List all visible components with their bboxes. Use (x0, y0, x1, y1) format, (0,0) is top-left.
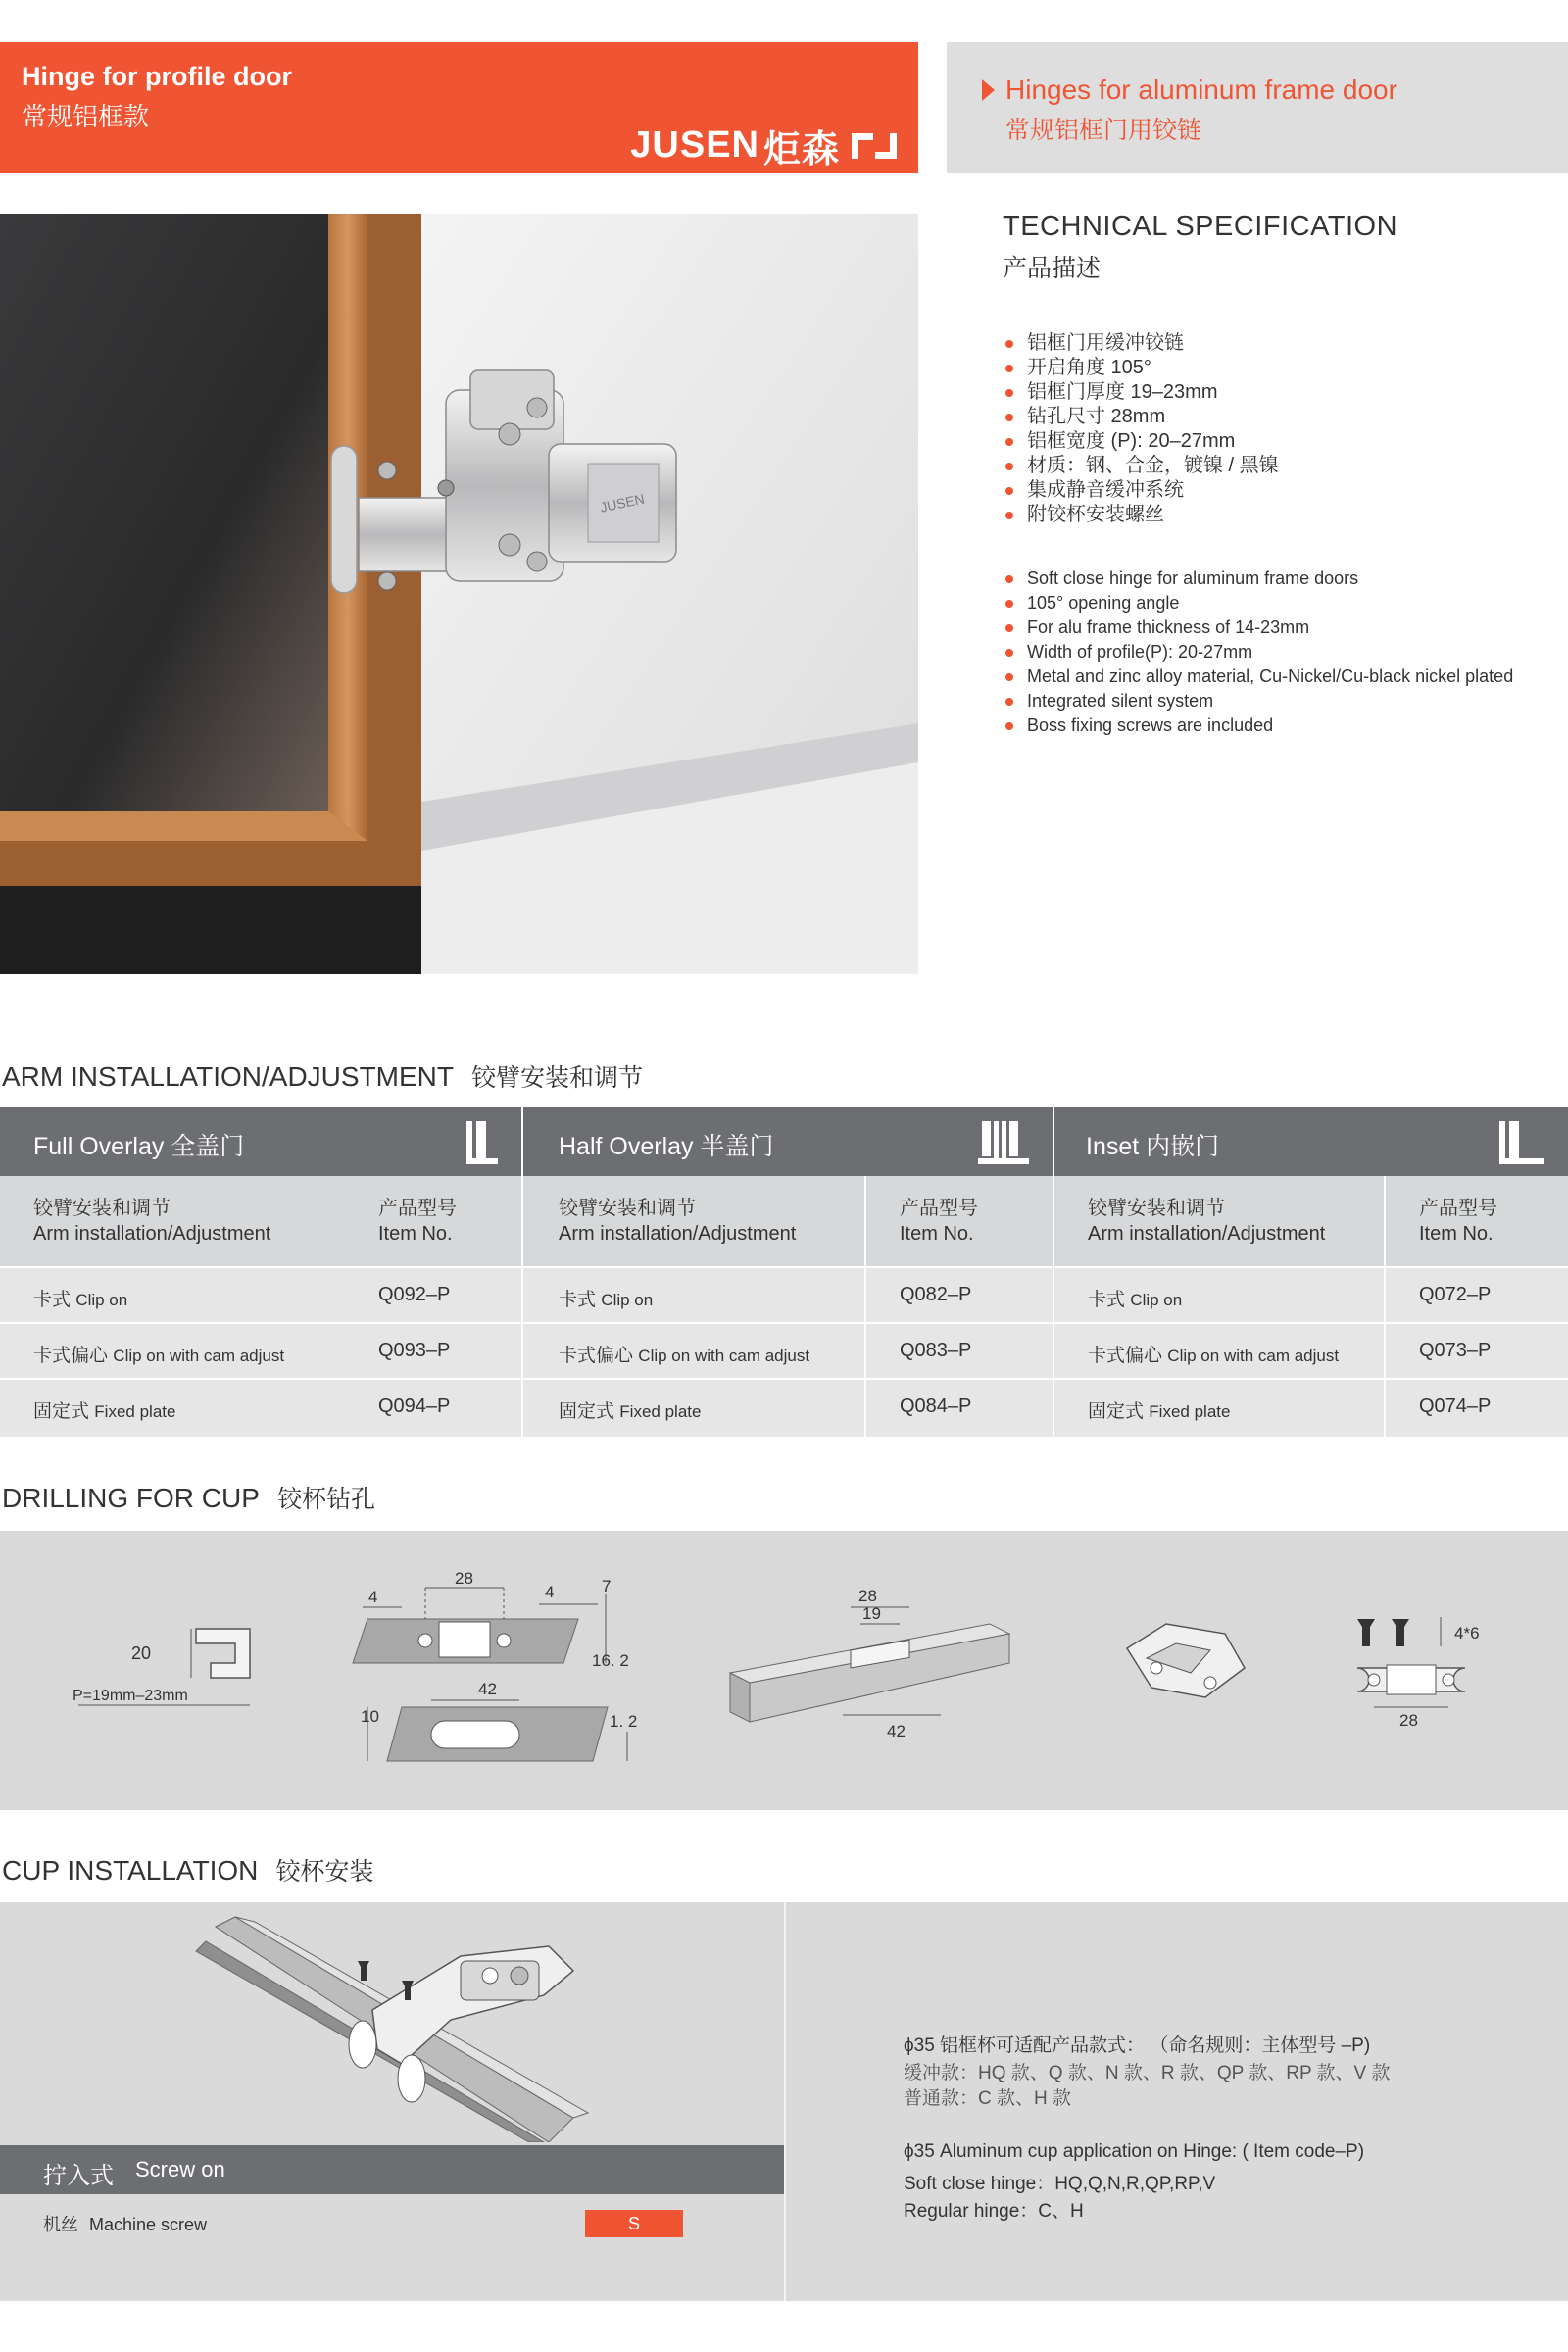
spec-title-cn: 产品描述 (1003, 255, 1102, 282)
arm-item-no: Q094–P (378, 1396, 451, 1417)
arm-sub-a-en: Arm installation/Adjustment (1088, 1223, 1326, 1245)
table-row (1386, 1324, 1568, 1380)
arm-type-en: Clip on with cam adjust (113, 1347, 285, 1365)
table-row (1054, 1324, 1384, 1380)
arm-subheader-cell (343, 1176, 521, 1268)
arm-type-cn: 卡式偏心 (33, 1346, 109, 1366)
top-dim-e: 16. 2 (592, 1651, 629, 1670)
arm-type-en: Fixed plate (94, 1402, 176, 1421)
arm-sub-b-cn: 产品型号 (378, 1198, 457, 1219)
top-dim-d: 7 (602, 1577, 612, 1595)
arm-type-cn: 卡式偏心 (559, 1346, 634, 1366)
top-dim-a: 4 (368, 1588, 378, 1606)
table-row (866, 1268, 1053, 1324)
arm-type-en: Fixed plate (1149, 1402, 1231, 1421)
brand-name-en: JUSEN (630, 124, 760, 166)
arm-type-cn: 固定式 (33, 1401, 90, 1422)
arm-item-no: Q082–P (900, 1284, 972, 1305)
arm-sub-a-cn: 铰臂安装和调节 (559, 1198, 696, 1219)
bottom-dim-b: 42 (478, 1680, 497, 1698)
arm-type-en: Clip on (601, 1291, 654, 1309)
profile-dim: 20 (131, 1643, 152, 1663)
arm-type-cn: 卡式 (1088, 1290, 1126, 1310)
arm-sub-b-en: Item No. (1419, 1223, 1494, 1245)
spec-bullet-cn: 钻孔尺寸 28mm (1004, 405, 1279, 429)
arm-subheader-cell (1386, 1176, 1568, 1268)
frame-iso-drawing (730, 1587, 1009, 1740)
table-row (343, 1268, 521, 1324)
cup-installation-drawing (0, 1902, 784, 2142)
table-row (0, 1380, 343, 1439)
arm-sub-a-cn: 铰臂安装和调节 (1088, 1198, 1225, 1219)
machine-screw-cn: 机丝 (43, 2215, 78, 2234)
table-row (343, 1324, 521, 1380)
cup-info-line: Regular hinge：C、H (904, 2201, 1084, 2222)
cup-info-line: ϕ35 铝框杯可适配产品款式： （命名规则：主体型号 –P) (904, 2035, 1371, 2056)
arm-section-heading (2, 1058, 643, 1094)
play-arrow-icon (982, 79, 995, 101)
cup-heading-cn: 铰杯安装 (275, 1858, 374, 1886)
spec-bullet-cn: 铝框门用缓冲铰链 (1004, 331, 1279, 356)
profile-section-drawing (73, 1629, 250, 1705)
arm-sub-a-en: Arm installation/Adjustment (559, 1223, 797, 1245)
full-overlay-icon (465, 1117, 500, 1166)
header-left-title-cn: 常规铝框款 (22, 102, 150, 131)
spec-bullet-en: Boss fixing screws are included (1004, 713, 1513, 738)
drilling-heading-cn: 铰杯钻孔 (276, 1486, 375, 1513)
arm-item-no: Q093–P (378, 1340, 451, 1361)
cup-width-dim: 28 (1399, 1711, 1418, 1730)
spec-bullet-en: Width of profile(P): 20-27mm (1004, 640, 1513, 664)
arm-type-en: Clip on (75, 1291, 128, 1309)
drilling-section-heading (2, 1480, 375, 1515)
arm-col-title: Inset 内嵌门 (1086, 1133, 1220, 1160)
arm-table (0, 1107, 1568, 1439)
spec-bullet-cn: 开启角度 105° (1004, 356, 1279, 380)
inset-icon (1497, 1117, 1546, 1166)
spec-bullet-cn: 材质：钢、合金，镀镍 / 黑镍 (1004, 454, 1279, 478)
arm-heading-cn: 铰臂安装和调节 (471, 1064, 644, 1092)
cup-iso-drawing (1127, 1624, 1245, 1697)
cup-panel-divider (784, 1902, 786, 2301)
cup-info-line: Soft close hinge：HQ,Q,N,R,QP,RP,V (904, 2174, 1216, 2194)
cup-info-line: 缓冲款：HQ 款、Q 款、N 款、R 款、QP 款、RP 款、V 款 (904, 2063, 1391, 2083)
spec-bullet-cn: 铝框门厚度 19–23mm (1004, 380, 1279, 405)
header-right-banner (947, 42, 1568, 173)
arm-type-cn: 固定式 (1088, 1401, 1145, 1422)
arm-item-no: Q084–P (900, 1396, 972, 1417)
arm-type-cn: 固定式 (559, 1401, 615, 1422)
arm-type-en: Clip on with cam adjust (1167, 1347, 1340, 1365)
bottom-dim-c: 1. 2 (610, 1712, 638, 1731)
brand-name-cn: 炬森 (762, 129, 840, 171)
table-row (523, 1324, 864, 1380)
arm-heading-en: ARM INSTALLATION/ADJUSTMENT (2, 1061, 455, 1092)
arm-item-no: Q083–P (900, 1340, 972, 1361)
arm-col-header-inset (1054, 1107, 1568, 1176)
bottom-dim-a: 10 (361, 1707, 379, 1726)
spec-bullet-cn: 附铰杯安装螺丝 (1004, 503, 1279, 527)
cup-screw-drawing (1357, 1617, 1480, 1730)
hinge-photo-illustration (0, 214, 918, 974)
hinge-marking: JUSEN (598, 490, 647, 515)
cup-info-line: ϕ35 Aluminum cup application on Hinge: ( Item code–P) (904, 2141, 1365, 2162)
frame-dim-a: 28 (858, 1587, 877, 1605)
arm-col-title: Full Overlay 全盖门 (33, 1133, 245, 1160)
frame-dim-c: 42 (887, 1722, 906, 1740)
arm-sub-b-en: Item No. (900, 1223, 974, 1245)
arm-type-cn: 卡式偏心 (1088, 1346, 1163, 1366)
arm-sub-b-cn: 产品型号 (900, 1198, 978, 1219)
arm-subheader-cell (0, 1176, 343, 1268)
spec-bullet-en: Soft close hinge for aluminum frame doors (1004, 566, 1513, 591)
arm-sub-b-cn: 产品型号 (1419, 1198, 1497, 1219)
cup-heading-en: CUP INSTALLATION (2, 1855, 259, 1886)
arm-col-header-full-overlay (0, 1107, 521, 1176)
table-row (1054, 1380, 1384, 1439)
frame-dim-b: 19 (862, 1604, 881, 1623)
cup-section-heading (2, 1852, 373, 1887)
spec-bullets-en (1004, 566, 1513, 738)
arm-type-en: Clip on (1130, 1291, 1183, 1309)
brand-mark-icon (850, 131, 899, 161)
spec-title-en: TECHNICAL SPECIFICATION (1003, 211, 1398, 242)
table-row (523, 1268, 864, 1324)
header-left-banner (0, 42, 918, 173)
arm-type-en: Fixed plate (619, 1402, 702, 1421)
arm-item-no: Q072–P (1419, 1284, 1492, 1305)
spec-bullet-en: 105° opening angle (1004, 591, 1513, 615)
arm-type-cn: 卡式 (559, 1290, 597, 1310)
spec-bullet-cn: 铝框宽度 (P): 20–27mm (1004, 429, 1279, 454)
table-row (1054, 1268, 1384, 1324)
drilling-diagram (0, 1531, 1568, 1810)
arm-item-no: Q073–P (1419, 1340, 1492, 1361)
profile-label: P=19mm–23mm (73, 1688, 188, 1704)
arm-sub-a-en: Arm installation/Adjustment (33, 1223, 271, 1245)
table-row (866, 1380, 1053, 1439)
arm-subheader-cell (866, 1176, 1053, 1268)
table-row (523, 1380, 864, 1439)
arm-item-no: Q074–P (1419, 1396, 1492, 1417)
spec-bullet-cn: 集成静音缓冲系统 (1004, 478, 1279, 503)
screw-on-en: Screw on (135, 2157, 225, 2181)
table-row (866, 1324, 1053, 1380)
arm-col-header-half-overlay (523, 1107, 1053, 1176)
drilling-top-view (353, 1569, 629, 1670)
arm-subheader-cell (1054, 1176, 1384, 1268)
header-left-title-en: Hinge for profile door (22, 62, 292, 91)
arm-sub-b-en: Item No. (378, 1223, 453, 1245)
drilling-heading-en: DRILLING FOR CUP (2, 1483, 260, 1513)
header-right-title-cn: 常规铝框门用铰链 (1005, 117, 1202, 144)
spec-bullet-en: Metal and zinc alloy material, Cu-Nickel/Cu-black nickel plated (1004, 664, 1513, 689)
arm-type-cn: 卡式 (33, 1290, 72, 1310)
top-dim-b: 28 (455, 1569, 473, 1588)
spec-bullets-cn (1004, 331, 1279, 527)
arm-sub-a-cn: 铰臂安装和调节 (33, 1198, 171, 1219)
brand-logo (630, 119, 899, 172)
table-row (0, 1324, 343, 1380)
spec-bullet-en: For alu frame thickness of 14-23mm (1004, 615, 1513, 640)
half-overlay-icon (976, 1117, 1031, 1166)
table-row (343, 1380, 521, 1439)
screw-on-bar (0, 2145, 784, 2194)
product-photo (0, 214, 918, 974)
arm-subheader-cell (523, 1176, 864, 1268)
screw-type-badge: S (585, 2210, 683, 2237)
cup-info-line: 普通款：C 款、H 款 (904, 2088, 1072, 2109)
table-row (0, 1268, 343, 1324)
machine-screw-en: Machine screw (89, 2215, 208, 2234)
header-right-title-en: Hinges for aluminum frame door (1005, 74, 1397, 105)
arm-item-no: Q092–P (378, 1284, 451, 1305)
machine-screw-label (43, 2211, 207, 2236)
drilling-bottom-view (361, 1680, 637, 1761)
table-row (1386, 1268, 1568, 1324)
arm-col-title: Half Overlay 半盖门 (559, 1133, 774, 1160)
table-row (1386, 1380, 1568, 1439)
screw-on-cn: 拧入式 (43, 2163, 114, 2189)
drilling-diagram-panel (0, 1531, 1568, 1810)
arm-type-en: Clip on with cam adjust (638, 1347, 810, 1365)
cup-installation-panel (0, 1902, 1568, 2301)
cup-screw-dim: 4*6 (1454, 1624, 1480, 1642)
top-dim-c: 4 (545, 1583, 555, 1601)
spec-bullet-en: Integrated silent system (1004, 689, 1513, 713)
